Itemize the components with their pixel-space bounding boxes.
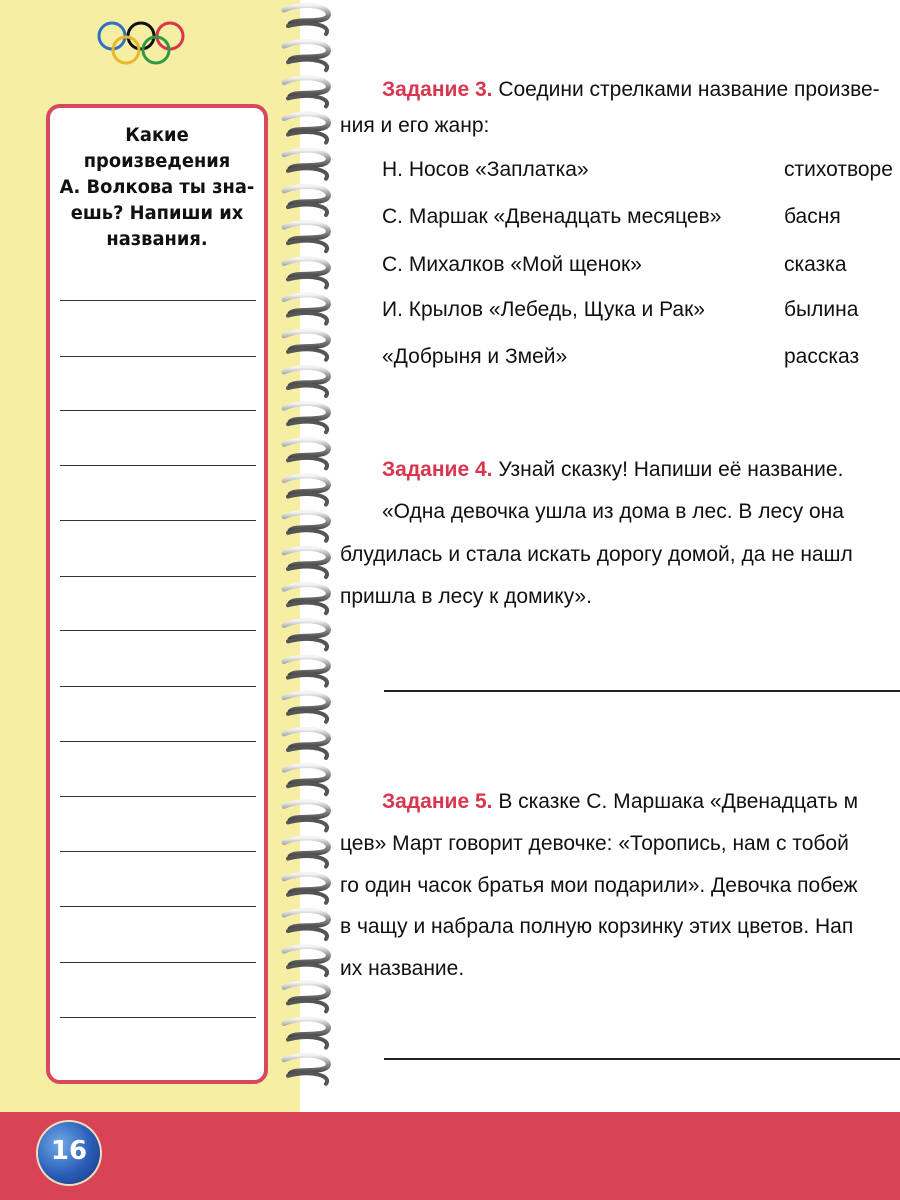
sidebar-panel [0,0,300,1112]
spiral-ring-icon [284,766,328,795]
task3-label: Задание 3. [382,78,493,101]
sidebar-writing-line[interactable] [60,741,256,742]
spiral-ring-icon [284,42,328,71]
spiral-ring-icon [284,114,328,143]
sidebar-writing-line[interactable] [60,300,256,301]
task3-genre-item[interactable]: стихотворе [784,158,893,181]
exercise-page [336,0,900,1112]
spiral-binding-icon [278,0,338,1112]
task3-work-item[interactable]: С. Маршак «Двенадцать месяцев» [382,205,722,228]
task5-passage-line: в чащу и набрала полную корзинку этих цветов. Нап [340,915,854,938]
spiral-ring-icon [284,729,328,758]
footer-band [0,1112,900,1200]
spiral-ring-icon [284,367,328,396]
task3-text: Соедини стрелками название произве- [498,78,880,101]
spiral-ring-icon [284,1055,328,1084]
task3-work-item[interactable]: Н. Носов «Заплатка» [382,158,589,181]
spiral-ring-icon [284,512,328,541]
task5-passage-line: цев» Март говорит девочке: «Торопись, нам с тобой [340,832,849,855]
spiral-ring-icon [284,440,328,469]
task3-genre-item[interactable]: рассказ [784,345,860,368]
task3-heading [382,78,880,102]
sidebar-writing-line[interactable] [60,630,256,631]
sidebar-writing-line[interactable] [60,796,256,797]
spiral-ring-icon [284,5,328,34]
task3-work-item[interactable]: С. Михалков «Мой щенок» [382,253,642,276]
spiral-ring-icon [284,983,328,1012]
sidebar-writing-line[interactable] [60,576,256,577]
spiral-ring-icon [284,331,328,360]
task4-passage-line: «Одна девочка ушла из дома в лес. В лесу она [382,500,844,523]
sidebar-writing-line[interactable] [60,1017,256,1018]
task4-passage-line: пришла в лесу к домику». [340,585,592,608]
sidebar-writing-line[interactable] [60,851,256,852]
globe-page-badge-icon [38,1122,100,1184]
spiral-ring-icon [284,223,328,252]
spiral-ring-icon [284,802,328,831]
spiral-ring-icon [284,874,328,903]
sidebar-writing-line[interactable] [60,686,256,687]
spiral-ring-icon [284,838,328,867]
sidebar-writing-line[interactable] [60,520,256,521]
task3-text-continued: ния и его жанр: [340,114,490,137]
task4-passage-line: блудилась и стала искать дорогу домой, да не нашл [340,543,853,566]
task5-answer-line[interactable] [384,1058,900,1060]
sidebar-writing-line[interactable] [60,356,256,357]
task3-work-item[interactable]: И. Крылов «Лебедь, Щука и Рак» [382,298,705,321]
task5-label: Задание 5. [382,790,493,813]
page-number: 16 [50,1136,88,1166]
spiral-ring-icon [284,1019,328,1048]
sidebar-writing-box [46,104,268,1084]
spiral-ring-icon [284,259,328,288]
spiral-ring-icon [284,548,328,577]
spiral-ring-icon [284,621,328,650]
spiral-ring-icon [284,910,328,939]
task4-text: Узнай сказку! Напиши её название. [498,458,844,481]
spiral-ring-icon [284,585,328,614]
sidebar-writing-line[interactable] [60,410,256,411]
task5-heading [382,790,858,814]
task3-genre-item[interactable]: басня [784,205,841,228]
task5-text: В сказке С. Маршака «Двенадцать м [498,790,859,813]
spiral-ring-icon [284,947,328,976]
task5-passage-line: их название. [340,957,465,980]
sidebar-writing-line[interactable] [60,962,256,963]
sidebar-prompt: Какие произведения А. Волкова ты зна- ешь? Напиши их названия. [59,124,255,250]
spiral-ring-icon [284,186,328,215]
spiral-ring-icon [284,150,328,179]
sidebar-writing-line[interactable] [60,906,256,907]
task3-genre-item[interactable]: сказка [784,253,847,276]
task5-passage-line: го один часок братья мои подарили». Девочка побеж [340,874,858,897]
spiral-ring-icon [284,78,328,107]
task3-work-item[interactable]: «Добрыня и Змей» [382,345,568,368]
sidebar-writing-line[interactable] [60,465,256,466]
olympic-rings-icon [96,14,186,74]
task3-genre-item[interactable]: былина [784,298,859,321]
spiral-ring-icon [284,295,328,324]
spiral-ring-icon [284,693,328,722]
task4-label: Задание 4. [382,458,493,481]
task4-answer-line[interactable] [384,690,900,692]
task4-heading [382,458,843,482]
spiral-ring-icon [284,476,328,505]
spiral-ring-icon [284,657,328,686]
spiral-ring-icon [284,404,328,433]
